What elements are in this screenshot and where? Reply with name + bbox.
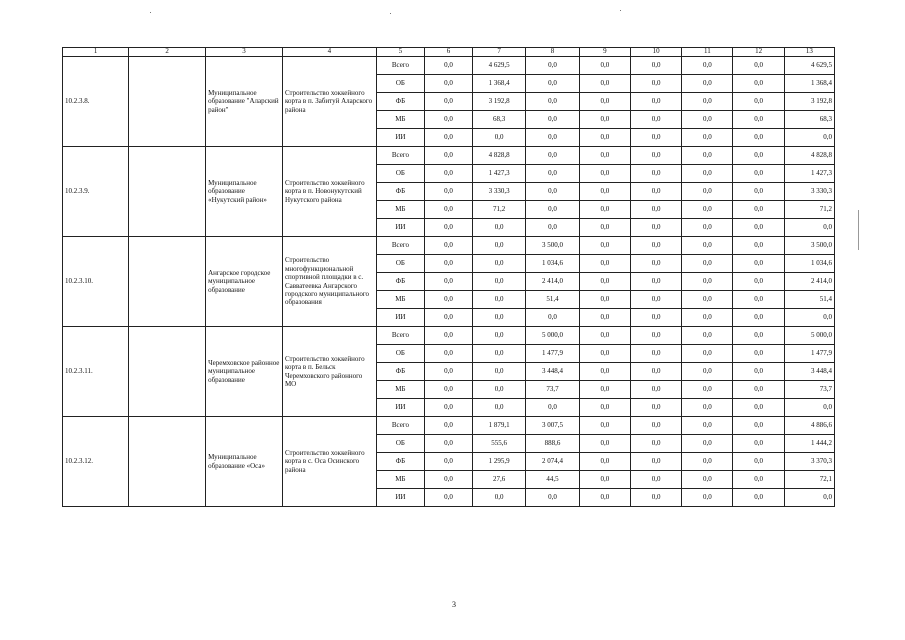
- column-number: 2: [129, 48, 206, 57]
- year-value: 0,0: [579, 111, 630, 129]
- year-value: 1 368,4: [472, 75, 525, 93]
- year-value: 0,0: [472, 327, 525, 345]
- total-value: 4 886,6: [784, 417, 834, 435]
- year-value: 0,0: [472, 219, 525, 237]
- municipality-name: Муниципальное образование «Оса»: [206, 417, 283, 507]
- column-number: 3: [206, 48, 283, 57]
- year-value: 0,0: [526, 129, 579, 147]
- total-value: 5 000,0: [784, 327, 834, 345]
- year-value: 0,0: [526, 165, 579, 183]
- year-value: 0,0: [682, 489, 733, 507]
- year-value: 51,4: [526, 291, 579, 309]
- funding-source: Всего: [376, 147, 424, 165]
- year-value: 0,0: [682, 219, 733, 237]
- funding-source: МБ: [376, 471, 424, 489]
- year-value: 0,0: [424, 327, 472, 345]
- funding-source: ОБ: [376, 75, 424, 93]
- year-value: 0,0: [579, 129, 630, 147]
- year-value: 0,0: [682, 75, 733, 93]
- year-value: 0,0: [424, 345, 472, 363]
- total-value: 0,0: [784, 219, 834, 237]
- year-value: 5 000,0: [526, 327, 579, 345]
- year-value: 0,0: [682, 399, 733, 417]
- year-value: 0,0: [424, 165, 472, 183]
- year-value: 0,0: [733, 435, 784, 453]
- project-description: Строительство хоккейного корта в п. Бельск Черемховского районного МО: [282, 327, 376, 417]
- year-value: 0,0: [630, 291, 681, 309]
- year-value: 44,5: [526, 471, 579, 489]
- year-value: 0,0: [526, 183, 579, 201]
- year-value: 0,0: [630, 309, 681, 327]
- year-value: 0,0: [733, 309, 784, 327]
- year-value: 0,0: [424, 291, 472, 309]
- column-number: 13: [784, 48, 834, 57]
- year-value: 0,0: [682, 183, 733, 201]
- total-value: 51,4: [784, 291, 834, 309]
- year-value: 0,0: [424, 381, 472, 399]
- year-value: 0,0: [733, 255, 784, 273]
- funding-source: МБ: [376, 111, 424, 129]
- total-value: 1 477,9: [784, 345, 834, 363]
- year-value: 0,0: [630, 183, 681, 201]
- year-value: 0,0: [579, 183, 630, 201]
- year-value: 0,0: [579, 255, 630, 273]
- empty-cell: [129, 147, 206, 237]
- scan-artifact: [390, 13, 391, 14]
- year-value: 0,0: [630, 327, 681, 345]
- year-value: 0,0: [630, 75, 681, 93]
- year-value: 2 414,0: [526, 273, 579, 291]
- year-value: 0,0: [472, 255, 525, 273]
- year-value: 0,0: [579, 147, 630, 165]
- total-value: 1 368,4: [784, 75, 834, 93]
- year-value: 0,0: [682, 363, 733, 381]
- year-value: 0,0: [579, 309, 630, 327]
- year-value: 0,0: [424, 489, 472, 507]
- page-number: 3: [452, 600, 456, 609]
- year-value: 0,0: [472, 273, 525, 291]
- year-value: 0,0: [579, 453, 630, 471]
- total-value: 71,2: [784, 201, 834, 219]
- funding-source: ОБ: [376, 345, 424, 363]
- year-value: 0,0: [682, 471, 733, 489]
- municipality-name: Ангарское городское муниципальное образование: [206, 237, 283, 327]
- funding-source: ОБ: [376, 435, 424, 453]
- year-value: 0,0: [579, 291, 630, 309]
- column-number: 7: [472, 48, 525, 57]
- year-value: 0,0: [630, 453, 681, 471]
- project-description: Строительство хоккейного корта в п. Новонукутский Нукутского района: [282, 147, 376, 237]
- total-value: 72,1: [784, 471, 834, 489]
- year-value: 0,0: [526, 399, 579, 417]
- year-value: 0,0: [579, 435, 630, 453]
- year-value: 3 448,4: [526, 363, 579, 381]
- year-value: 0,0: [424, 129, 472, 147]
- funding-source: ОБ: [376, 165, 424, 183]
- year-value: 0,0: [579, 417, 630, 435]
- year-value: 0,0: [682, 201, 733, 219]
- year-value: 1 477,9: [526, 345, 579, 363]
- total-value: 0,0: [784, 309, 834, 327]
- year-value: 0,0: [733, 345, 784, 363]
- year-value: 0,0: [424, 219, 472, 237]
- funding-source: Всего: [376, 327, 424, 345]
- year-value: 0,0: [630, 111, 681, 129]
- year-value: 0,0: [579, 219, 630, 237]
- year-value: 0,0: [579, 345, 630, 363]
- item-code: 10.2.3.9.: [63, 147, 129, 237]
- year-value: 0,0: [733, 57, 784, 75]
- funding-source: Всего: [376, 237, 424, 255]
- year-value: 0,0: [424, 435, 472, 453]
- table-row: [63, 327, 835, 345]
- year-value: 0,0: [733, 237, 784, 255]
- year-value: 0,0: [472, 381, 525, 399]
- year-value: 0,0: [579, 57, 630, 75]
- project-description: Строительство хоккейного корта в п. Забитуй Аларского района: [282, 57, 376, 147]
- year-value: 0,0: [472, 309, 525, 327]
- total-value: 0,0: [784, 399, 834, 417]
- year-value: 0,0: [424, 93, 472, 111]
- year-value: 0,0: [526, 57, 579, 75]
- year-value: 0,0: [526, 111, 579, 129]
- year-value: 0,0: [579, 273, 630, 291]
- year-value: 3 500,0: [526, 237, 579, 255]
- year-value: 0,0: [526, 147, 579, 165]
- year-value: 0,0: [682, 165, 733, 183]
- year-value: 1 034,6: [526, 255, 579, 273]
- year-value: 1 879,1: [472, 417, 525, 435]
- year-value: 0,0: [472, 489, 525, 507]
- year-value: 0,0: [733, 183, 784, 201]
- year-value: 888,6: [526, 435, 579, 453]
- year-value: 0,0: [424, 237, 472, 255]
- funding-source: ИИ: [376, 399, 424, 417]
- empty-cell: [129, 327, 206, 417]
- funding-source: ФБ: [376, 273, 424, 291]
- year-value: 3 007,5: [526, 417, 579, 435]
- budget-table: [62, 47, 835, 507]
- year-value: 0,0: [424, 417, 472, 435]
- year-value: 0,0: [630, 147, 681, 165]
- column-number: 8: [526, 48, 579, 57]
- year-value: 0,0: [733, 165, 784, 183]
- year-value: 3 192,8: [472, 93, 525, 111]
- year-value: 0,0: [630, 57, 681, 75]
- item-code: 10.2.3.11.: [63, 327, 129, 417]
- year-value: 0,0: [526, 489, 579, 507]
- year-value: 0,0: [682, 111, 733, 129]
- year-value: 0,0: [579, 489, 630, 507]
- year-value: 4 828,8: [472, 147, 525, 165]
- year-value: 0,0: [733, 273, 784, 291]
- total-value: 4 629,5: [784, 57, 834, 75]
- year-value: 0,0: [424, 399, 472, 417]
- year-value: 0,0: [472, 291, 525, 309]
- item-code: 10.2.3.12.: [63, 417, 129, 507]
- total-value: 68,3: [784, 111, 834, 129]
- year-value: 0,0: [579, 381, 630, 399]
- year-value: 0,0: [630, 255, 681, 273]
- funding-source: ФБ: [376, 93, 424, 111]
- total-value: 3 500,0: [784, 237, 834, 255]
- year-value: 0,0: [424, 363, 472, 381]
- table-row: [63, 417, 835, 435]
- total-value: 1 034,6: [784, 255, 834, 273]
- funding-source: Всего: [376, 417, 424, 435]
- year-value: 2 074,4: [526, 453, 579, 471]
- year-value: 0,0: [733, 489, 784, 507]
- year-value: 0,0: [424, 183, 472, 201]
- year-value: 0,0: [682, 237, 733, 255]
- funding-source: ИИ: [376, 219, 424, 237]
- year-value: 0,0: [630, 471, 681, 489]
- year-value: 0,0: [733, 219, 784, 237]
- year-value: 0,0: [424, 147, 472, 165]
- municipality-name: Муниципальное образование «Нукутский район»: [206, 147, 283, 237]
- year-value: 0,0: [424, 201, 472, 219]
- year-value: 0,0: [733, 93, 784, 111]
- year-value: 0,0: [579, 75, 630, 93]
- year-value: 0,0: [579, 237, 630, 255]
- year-value: 0,0: [579, 363, 630, 381]
- year-value: 0,0: [733, 381, 784, 399]
- total-value: 0,0: [784, 129, 834, 147]
- column-number-row: [63, 48, 835, 57]
- funding-source: ФБ: [376, 363, 424, 381]
- year-value: 0,0: [579, 399, 630, 417]
- funding-source: ИИ: [376, 129, 424, 147]
- year-value: 0,0: [682, 57, 733, 75]
- year-value: 0,0: [682, 309, 733, 327]
- year-value: 0,0: [424, 309, 472, 327]
- year-value: 0,0: [526, 219, 579, 237]
- year-value: 0,0: [579, 201, 630, 219]
- year-value: 0,0: [682, 453, 733, 471]
- year-value: 0,0: [526, 75, 579, 93]
- year-value: 0,0: [682, 147, 733, 165]
- empty-cell: [129, 417, 206, 507]
- year-value: 0,0: [579, 165, 630, 183]
- column-number: 4: [282, 48, 376, 57]
- year-value: 0,0: [630, 219, 681, 237]
- year-value: 0,0: [472, 237, 525, 255]
- funding-source: Всего: [376, 57, 424, 75]
- empty-cell: [129, 237, 206, 327]
- year-value: 0,0: [579, 471, 630, 489]
- year-value: 0,0: [630, 93, 681, 111]
- column-number: 5: [376, 48, 424, 57]
- year-value: 0,0: [424, 57, 472, 75]
- year-value: 0,0: [733, 399, 784, 417]
- year-value: 0,0: [733, 363, 784, 381]
- column-number: 6: [424, 48, 472, 57]
- total-value: 3 448,4: [784, 363, 834, 381]
- year-value: 0,0: [472, 399, 525, 417]
- year-value: 0,0: [733, 75, 784, 93]
- year-value: 0,0: [682, 93, 733, 111]
- year-value: 0,0: [630, 201, 681, 219]
- project-description: Строительство хоккейного корта в с. Оса Осинского района: [282, 417, 376, 507]
- project-description: Строительство многофункциональной спортивной площадки в с. Савватеевка Ангарского городского муниципального образования: [282, 237, 376, 327]
- funding-source: ИИ: [376, 309, 424, 327]
- year-value: 0,0: [682, 291, 733, 309]
- year-value: 0,0: [526, 93, 579, 111]
- year-value: 0,0: [579, 327, 630, 345]
- year-value: 0,0: [424, 75, 472, 93]
- year-value: 0,0: [630, 381, 681, 399]
- column-number: 12: [733, 48, 784, 57]
- scan-artifact: [858, 210, 859, 250]
- year-value: 0,0: [733, 201, 784, 219]
- table-row: [63, 237, 835, 255]
- year-value: 0,0: [682, 381, 733, 399]
- year-value: 0,0: [472, 345, 525, 363]
- year-value: 0,0: [630, 237, 681, 255]
- year-value: 0,0: [733, 327, 784, 345]
- year-value: 0,0: [733, 129, 784, 147]
- funding-source: ОБ: [376, 255, 424, 273]
- municipality-name: Черемховское районное муниципальное образование: [206, 327, 283, 417]
- year-value: 0,0: [424, 471, 472, 489]
- funding-source: МБ: [376, 201, 424, 219]
- funding-source: ФБ: [376, 453, 424, 471]
- municipality-name: Муниципальное образование "Аларский район": [206, 57, 283, 147]
- year-value: 1 295,9: [472, 453, 525, 471]
- year-value: 0,0: [630, 273, 681, 291]
- funding-source: МБ: [376, 381, 424, 399]
- total-value: 3 192,8: [784, 93, 834, 111]
- year-value: 0,0: [733, 471, 784, 489]
- year-value: 0,0: [682, 129, 733, 147]
- funding-source: ФБ: [376, 183, 424, 201]
- year-value: 0,0: [630, 129, 681, 147]
- total-value: 2 414,0: [784, 273, 834, 291]
- year-value: 0,0: [733, 147, 784, 165]
- year-value: 0,0: [424, 453, 472, 471]
- year-value: 0,0: [579, 93, 630, 111]
- total-value: 73,7: [784, 381, 834, 399]
- table-body: [63, 48, 835, 507]
- year-value: 3 330,3: [472, 183, 525, 201]
- year-value: 0,0: [630, 417, 681, 435]
- item-code: 10.2.3.8.: [63, 57, 129, 147]
- year-value: 73,7: [526, 381, 579, 399]
- year-value: 0,0: [733, 291, 784, 309]
- year-value: 0,0: [682, 345, 733, 363]
- empty-cell: [129, 57, 206, 147]
- total-value: 3 370,3: [784, 453, 834, 471]
- year-value: 0,0: [424, 273, 472, 291]
- item-code: 10.2.3.10.: [63, 237, 129, 327]
- year-value: 1 427,3: [472, 165, 525, 183]
- scan-artifact: [150, 12, 151, 13]
- year-value: 27,6: [472, 471, 525, 489]
- year-value: 0,0: [424, 111, 472, 129]
- year-value: 0,0: [526, 201, 579, 219]
- year-value: 0,0: [526, 309, 579, 327]
- table-row: [63, 147, 835, 165]
- total-value: 0,0: [784, 489, 834, 507]
- column-number: 11: [682, 48, 733, 57]
- year-value: 71,2: [472, 201, 525, 219]
- year-value: 0,0: [682, 273, 733, 291]
- year-value: 4 629,5: [472, 57, 525, 75]
- year-value: 0,0: [472, 363, 525, 381]
- total-value: 4 828,8: [784, 147, 834, 165]
- year-value: 0,0: [630, 165, 681, 183]
- total-value: 3 330,3: [784, 183, 834, 201]
- year-value: 0,0: [630, 435, 681, 453]
- total-value: 1 427,3: [784, 165, 834, 183]
- year-value: 0,0: [630, 345, 681, 363]
- year-value: 555,6: [472, 435, 525, 453]
- year-value: 0,0: [472, 129, 525, 147]
- funding-source: МБ: [376, 291, 424, 309]
- year-value: 0,0: [630, 399, 681, 417]
- scan-artifact: [620, 10, 621, 11]
- year-value: 0,0: [682, 435, 733, 453]
- year-value: 68,3: [472, 111, 525, 129]
- column-number: 1: [63, 48, 129, 57]
- year-value: 0,0: [424, 255, 472, 273]
- year-value: 0,0: [630, 363, 681, 381]
- year-value: 0,0: [733, 453, 784, 471]
- year-value: 0,0: [733, 417, 784, 435]
- year-value: 0,0: [682, 255, 733, 273]
- funding-source: ИИ: [376, 489, 424, 507]
- year-value: 0,0: [682, 417, 733, 435]
- total-value: 1 444,2: [784, 435, 834, 453]
- table-row: [63, 57, 835, 75]
- year-value: 0,0: [733, 111, 784, 129]
- year-value: 0,0: [630, 489, 681, 507]
- year-value: 0,0: [682, 327, 733, 345]
- column-number: 10: [630, 48, 681, 57]
- column-number: 9: [579, 48, 630, 57]
